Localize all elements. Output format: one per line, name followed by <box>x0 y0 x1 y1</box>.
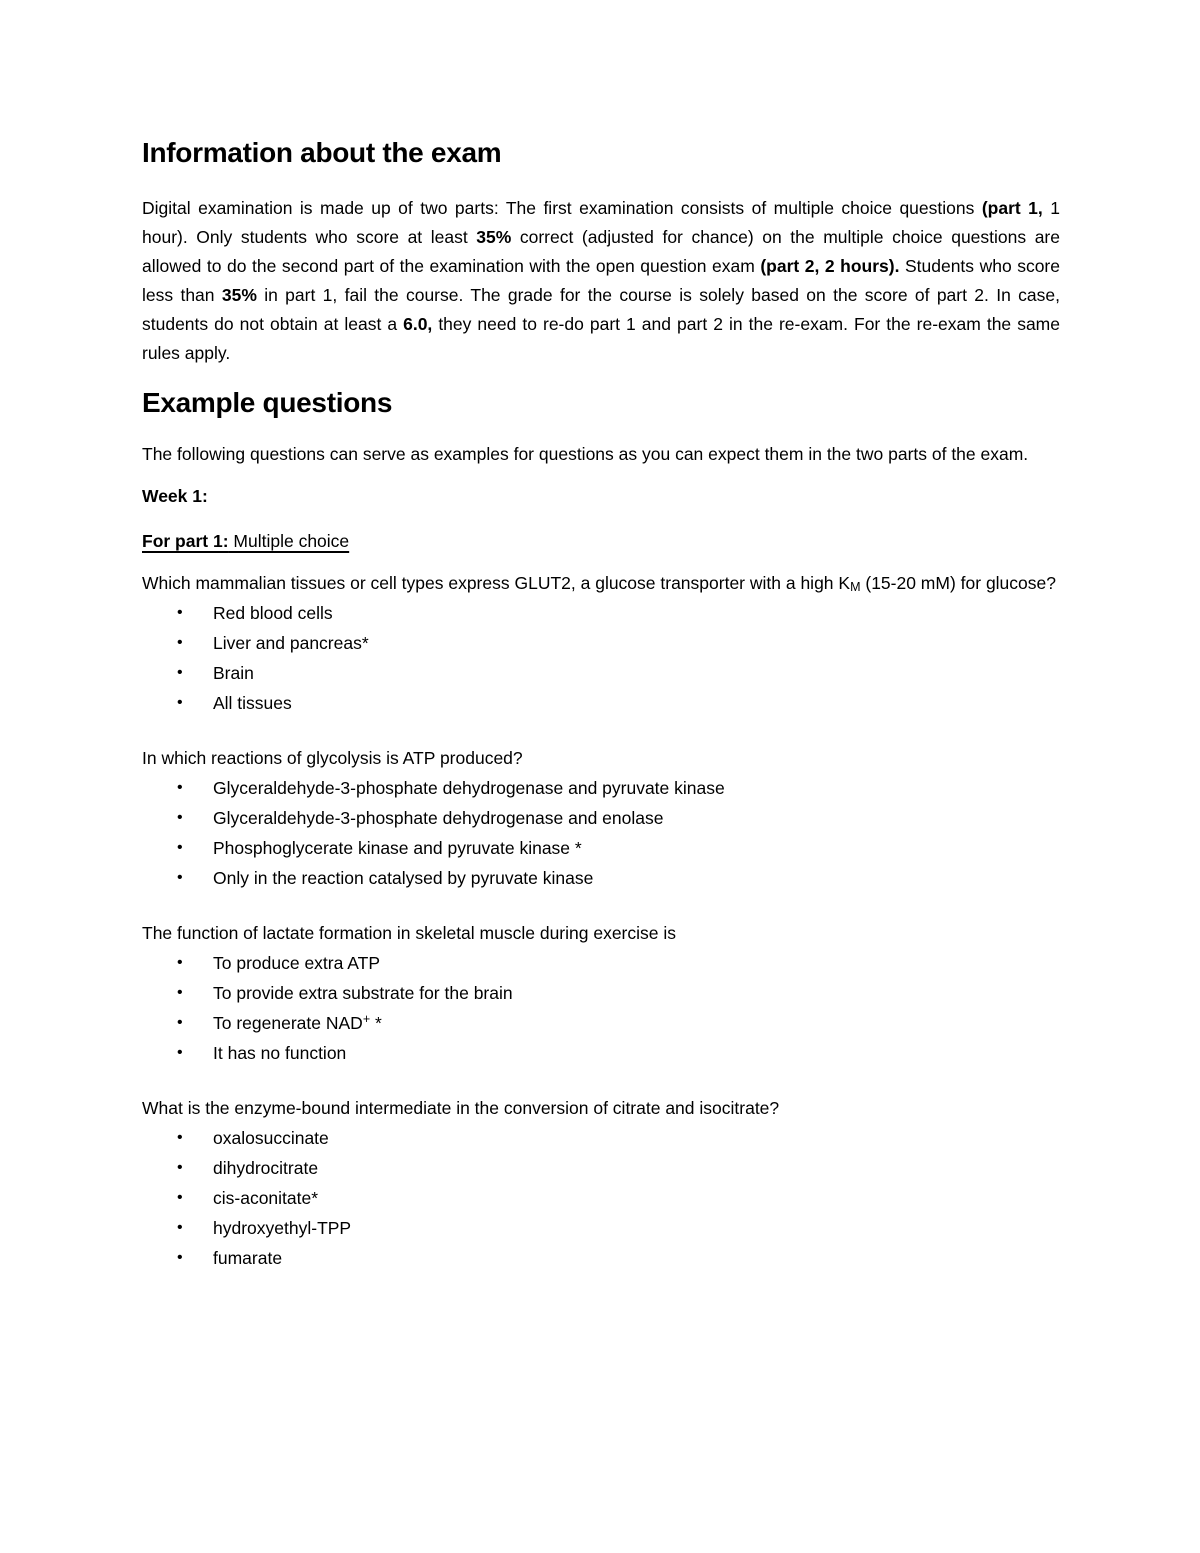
option-item <box>177 1009 1060 1038</box>
intro-bold-35pct-1: 35% <box>476 227 512 247</box>
bullet-icon: • <box>177 1189 183 1206</box>
option-text: Phosphoglycerate kinase and pyruvate kinase * <box>213 838 582 858</box>
option-item <box>177 1184 1060 1213</box>
intro-seg1: Digital examination is made up of two parts: The first examination consists of multiple choice questions <box>142 198 982 218</box>
option-text: Liver and pancreas* <box>213 633 369 653</box>
question-text: In which reactions of glycolysis is ATP produced? <box>142 748 523 768</box>
intro-seg6: they need to re-do part 1 and part 2 in the re-exam. For the re-exam the same rules apply. <box>142 314 1060 363</box>
examples-intro: The following questions can serve as examples for questions as you can expect them in the two parts of the exam. <box>142 444 1029 464</box>
intro-bold-part2: (part 2, 2 hours). <box>760 256 900 276</box>
bullet-icon: • <box>177 954 183 971</box>
question-block-1 <box>142 569 1060 718</box>
intro-bold-part1: (part 1, <box>981 198 1043 218</box>
option-item <box>177 599 1060 628</box>
option-item <box>177 979 1060 1008</box>
week-label: Week 1: <box>142 486 208 506</box>
bullet-icon: • <box>177 1219 183 1236</box>
option-text: Glyceraldehyde-3-phosphate dehydrogenase and enolase <box>213 808 664 828</box>
question-text: The function of lactate formation in skeletal muscle during exercise is <box>142 923 677 943</box>
option-text: cis-aconitate* <box>213 1188 319 1208</box>
part1-subheading <box>142 527 1060 556</box>
bullet-icon: • <box>177 1014 183 1031</box>
question-block-3 <box>142 919 1060 1068</box>
option-text: It has no function <box>213 1043 347 1063</box>
bullet-icon: • <box>177 1249 183 1266</box>
option-item <box>177 689 1060 718</box>
bullet-icon: • <box>177 634 183 651</box>
option-text: dihydrocitrate <box>213 1158 319 1178</box>
options-list <box>142 1124 1060 1273</box>
options-list <box>142 599 1060 718</box>
options-list <box>142 949 1060 1068</box>
option-item <box>177 629 1060 658</box>
bullet-icon: • <box>177 869 183 886</box>
section-heading-example-questions: Example questions <box>142 387 393 418</box>
option-item <box>177 774 1060 803</box>
bullet-icon: • <box>177 664 183 681</box>
option-item <box>177 1214 1060 1243</box>
question-block-4 <box>142 1094 1060 1273</box>
option-item <box>177 1244 1060 1273</box>
option-item <box>177 1039 1060 1068</box>
question-text: Which mammalian tissues or cell types express GLUT2, a glucose transporter with a high $K_M$ (15-20 mM) for glucose? <box>142 573 1056 594</box>
intro-bold-grade: 6.0, <box>403 314 433 334</box>
intro-seg3: correct (adjusted for chance) on the multiple choice questions are allowed to do the second part of the examination with the open question exam <box>142 227 1060 276</box>
intro-seg2: 1 hour). Only students who score at least <box>142 198 1060 247</box>
option-text-suffix: * <box>370 1013 382 1033</box>
intro-paragraph <box>142 194 1060 368</box>
options-list <box>142 774 1060 893</box>
option-item <box>177 1154 1060 1183</box>
question-text: What is the enzyme-bound intermediate in the conversion of citrate and isocitrate? <box>142 1098 780 1118</box>
bullet-icon: • <box>177 604 183 621</box>
bullet-icon: • <box>177 694 183 711</box>
option-text: Glyceraldehyde-3-phosphate dehydrogenase and pyruvate kinase <box>213 778 725 798</box>
option-text: hydroxyethyl-TPP <box>213 1218 352 1238</box>
nad-plus-superscript: + <box>362 1012 371 1026</box>
question-block-2 <box>142 744 1060 893</box>
option-text: To provide extra substrate for the brain <box>213 983 513 1003</box>
option-text: oxalosuccinate <box>213 1128 329 1148</box>
option-text: Only in the reaction catalysed by pyruvate kinase <box>213 868 594 888</box>
option-item <box>177 834 1060 863</box>
bullet-icon: • <box>177 839 183 856</box>
bullet-icon: • <box>177 809 183 826</box>
intro-seg4: Students who score less than <box>142 256 1060 305</box>
intro-seg5: in part 1, fail the course. The grade for the course is solely based on the score of part 2. In case, students do not obtain at least a <box>142 285 1060 334</box>
option-item <box>177 864 1060 893</box>
option-text: All tissues <box>213 693 292 713</box>
option-text: Brain <box>213 663 254 683</box>
bullet-icon: • <box>177 1129 183 1146</box>
option-item <box>177 659 1060 688</box>
option-item <box>177 804 1060 833</box>
bullet-icon: • <box>177 1044 183 1061</box>
bullet-icon: • <box>177 779 183 796</box>
intro-bold-35pct-2: 35% <box>221 285 257 305</box>
main-heading: Information about the exam <box>142 137 502 168</box>
option-text: To regenerate NAD <box>213 1013 363 1033</box>
part1-subheading-rest: Multiple choice <box>228 531 350 551</box>
bullet-icon: • <box>177 1159 183 1176</box>
option-item <box>177 1124 1060 1153</box>
option-text: Red blood cells <box>213 603 333 623</box>
option-text: fumarate <box>213 1248 283 1268</box>
part1-subheading-bold: For part 1: <box>142 531 229 551</box>
km-subscript: M <box>850 580 861 594</box>
option-text: To produce extra ATP <box>213 953 380 973</box>
bullet-icon: • <box>177 984 183 1001</box>
option-item <box>177 949 1060 978</box>
